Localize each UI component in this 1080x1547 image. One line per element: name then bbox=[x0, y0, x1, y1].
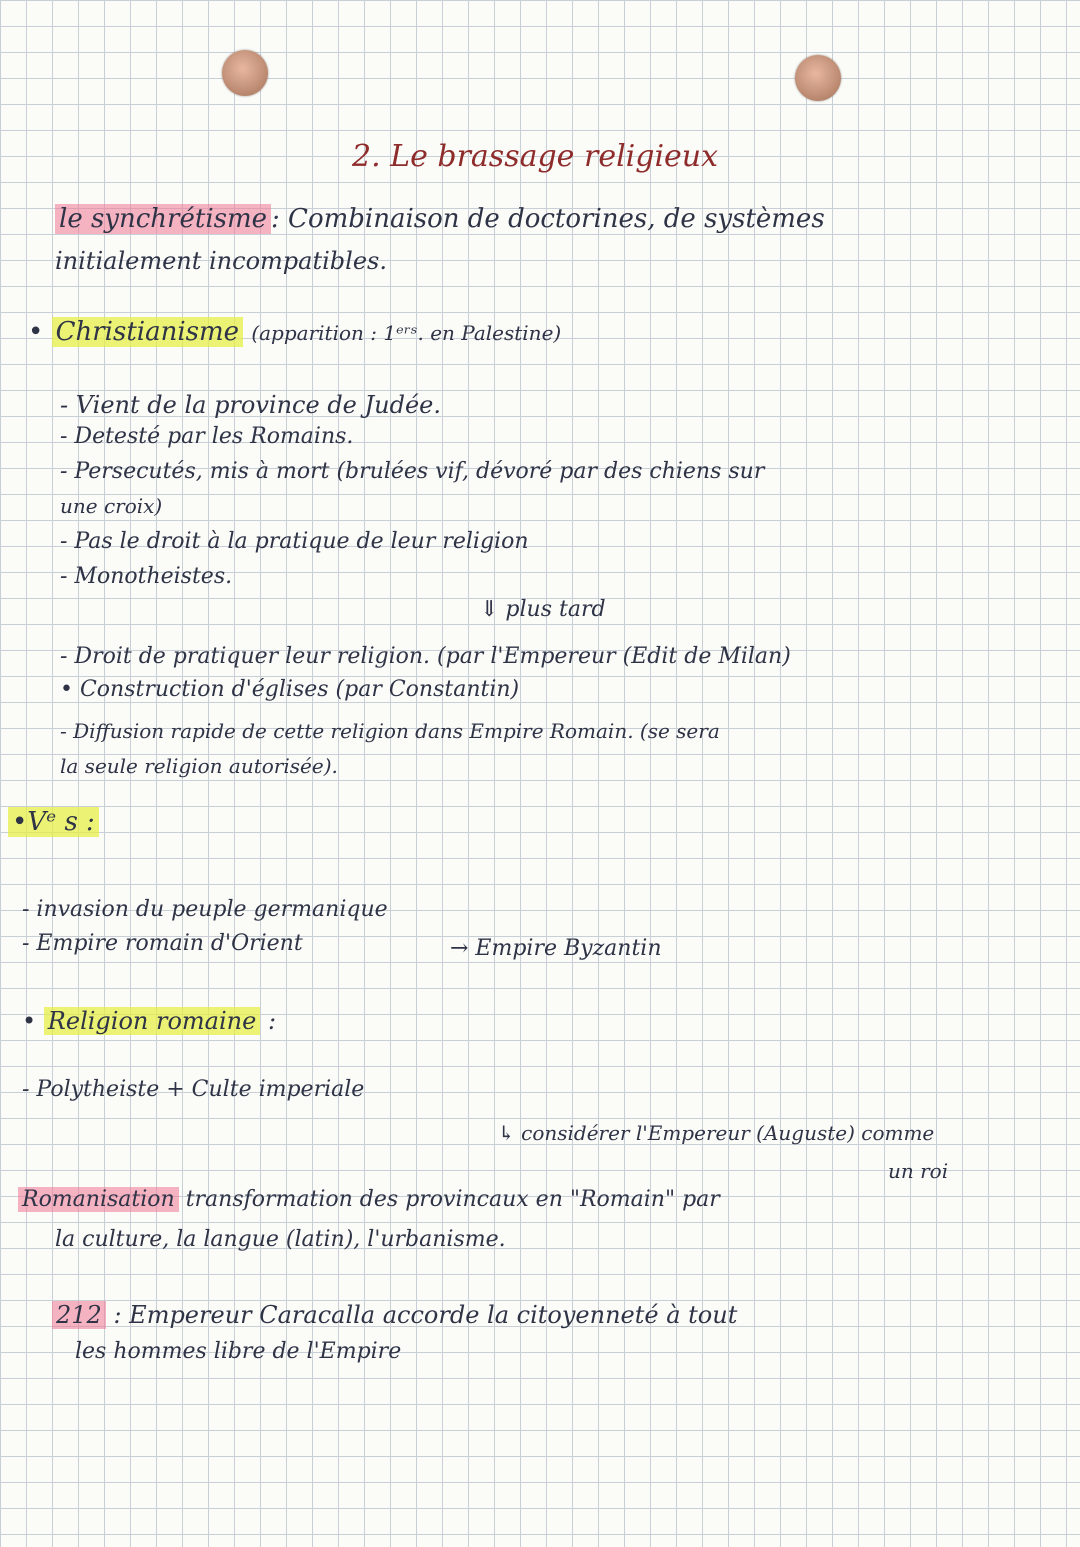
religion-romaine-heading: Religion romaine bbox=[44, 1007, 261, 1035]
ve-siecle-result: → Empire Byzantin bbox=[450, 936, 662, 961]
ve-siecle-label: •Vᵉ s : bbox=[8, 807, 99, 837]
romanisation-definition-line1: transformation des provincaux en "Romain" par bbox=[185, 1187, 720, 1212]
plus-tard-arrow: ⇓ plus tard bbox=[480, 597, 606, 622]
synchretisme-definition-line1: Combinaison de doctorines, de systèmes bbox=[288, 204, 825, 234]
christianisme-before-4: une croix) bbox=[60, 494, 163, 518]
ve-siecle-heading bbox=[8, 808, 99, 837]
religion-romaine-line2: ↳ considérer l'Empereur (Auguste) comme bbox=[498, 1121, 935, 1145]
date-212-line2: les hommes libre de l'Empire bbox=[75, 1339, 402, 1364]
punch-hole-right bbox=[795, 55, 841, 101]
religion-romaine-colon: : bbox=[267, 1007, 277, 1035]
religion-romaine-line3: un roi bbox=[888, 1159, 949, 1183]
christianisme-before-2: - Detesté par les Romains. bbox=[60, 424, 354, 449]
christianisme-heading: Christianisme bbox=[52, 317, 243, 347]
romanisation-definition-line2: la culture, la langue (latin), l'urbanisme. bbox=[55, 1227, 506, 1252]
date-212-row bbox=[52, 1302, 737, 1328]
christianisme-before-3: - Persecutés, mis à mort (brulées vif, dévoré par des chiens sur bbox=[60, 459, 765, 484]
punch-hole-left bbox=[222, 50, 268, 96]
christianisme-heading-row: • Christianisme (apparition : 1ᵉʳˢ. en Palestine) bbox=[28, 317, 562, 347]
page-title: 2. Le brassage religieux bbox=[352, 139, 719, 174]
term-synchretisme: le synchrétisme bbox=[55, 204, 271, 234]
definition-synchretisme: le synchrétisme : Combinaison de doctorines, de systèmes bbox=[55, 205, 825, 234]
religion-romaine-line1: - Polytheiste + Culte imperiale bbox=[22, 1077, 365, 1102]
date-212: 212 bbox=[52, 1301, 106, 1329]
christianisme-before-1: - Vient de la province de Judée. bbox=[60, 391, 441, 419]
synchretisme-definition-line2: initialement incompatibles. bbox=[55, 247, 387, 275]
religion-romaine-heading-row: • Religion romaine : bbox=[22, 1007, 277, 1035]
christianisme-after-3: - Diffusion rapide de cette religion dans Empire Romain. (se sera bbox=[60, 719, 720, 743]
ve-siecle-item-1: - invasion du peuple germanique bbox=[22, 897, 388, 922]
christianisme-after-4: la seule religion autorisée). bbox=[60, 754, 338, 778]
christianisme-after-2: • Construction d'églises (par Constantin) bbox=[60, 677, 520, 702]
term-romanisation: Romanisation bbox=[18, 1187, 179, 1212]
date-212-line1: : Empereur Caracalla accorde la citoyenneté à tout bbox=[113, 1301, 738, 1329]
christianisme-before-5: - Pas le droit à la pratique de leur religion bbox=[60, 529, 529, 554]
christianisme-after-1: - Droit de pratiquer leur religion. (par l'Empereur (Edit de Milan) bbox=[60, 644, 791, 669]
christianisme-apparition: (apparition : 1ᵉʳˢ. en Palestine) bbox=[251, 321, 562, 345]
ve-siecle-item-2: - Empire romain d'Orient bbox=[22, 931, 303, 956]
romanisation-row bbox=[18, 1188, 720, 1212]
christianisme-before-6: - Monotheistes. bbox=[60, 564, 233, 589]
